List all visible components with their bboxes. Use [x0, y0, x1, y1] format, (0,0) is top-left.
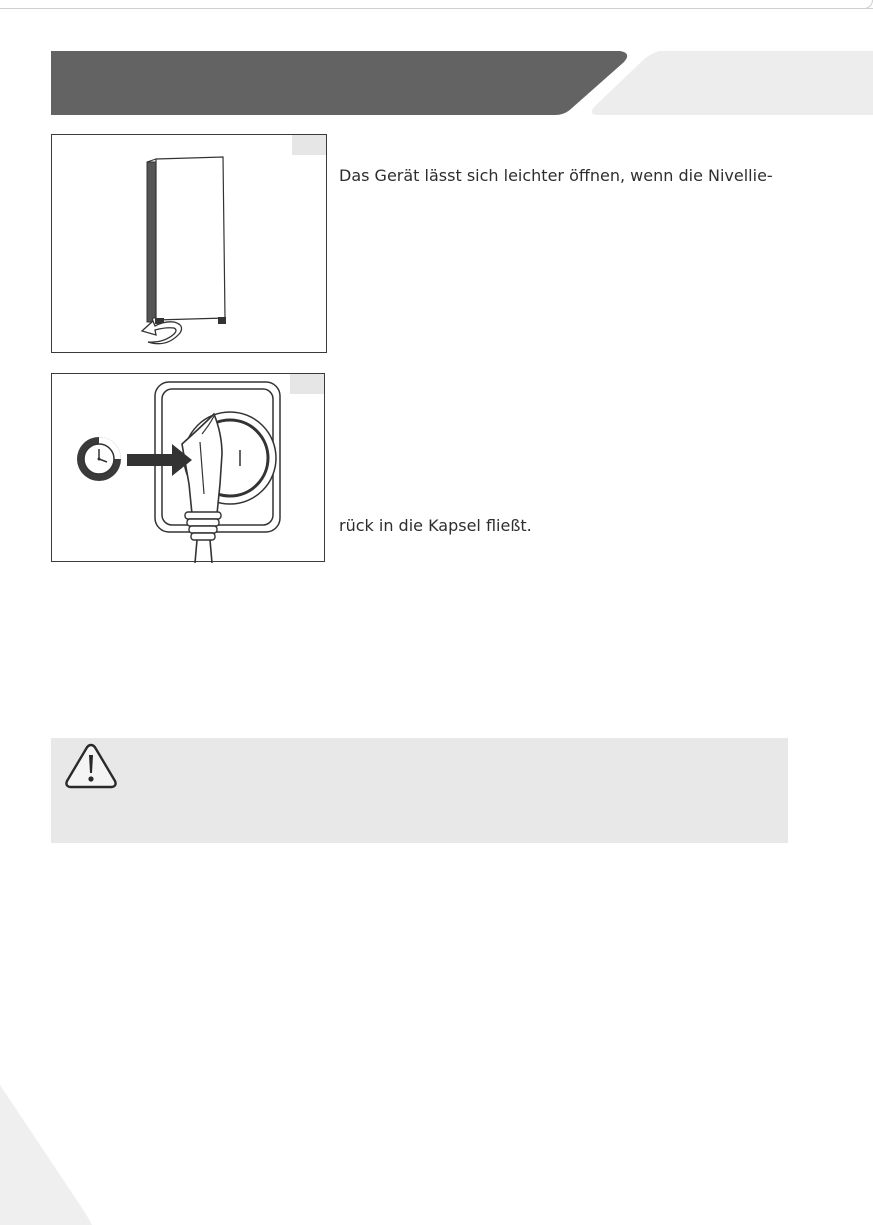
appliance-illustration — [52, 135, 328, 354]
clock-icon — [77, 437, 121, 481]
corner-decoration — [0, 1085, 100, 1225]
plug-illustration — [52, 374, 326, 563]
figure2-description: rück in die Kapsel fließt. — [339, 516, 532, 535]
warning-triangle-icon — [63, 741, 119, 791]
figure-appliance-door — [51, 134, 327, 353]
figure1-description: Das Gerät lässt sich leichter öffnen, wenn die Nivellie- — [339, 166, 773, 185]
warning-box — [51, 738, 788, 843]
header-band — [0, 0, 873, 125]
figure-plug-socket — [51, 373, 325, 562]
